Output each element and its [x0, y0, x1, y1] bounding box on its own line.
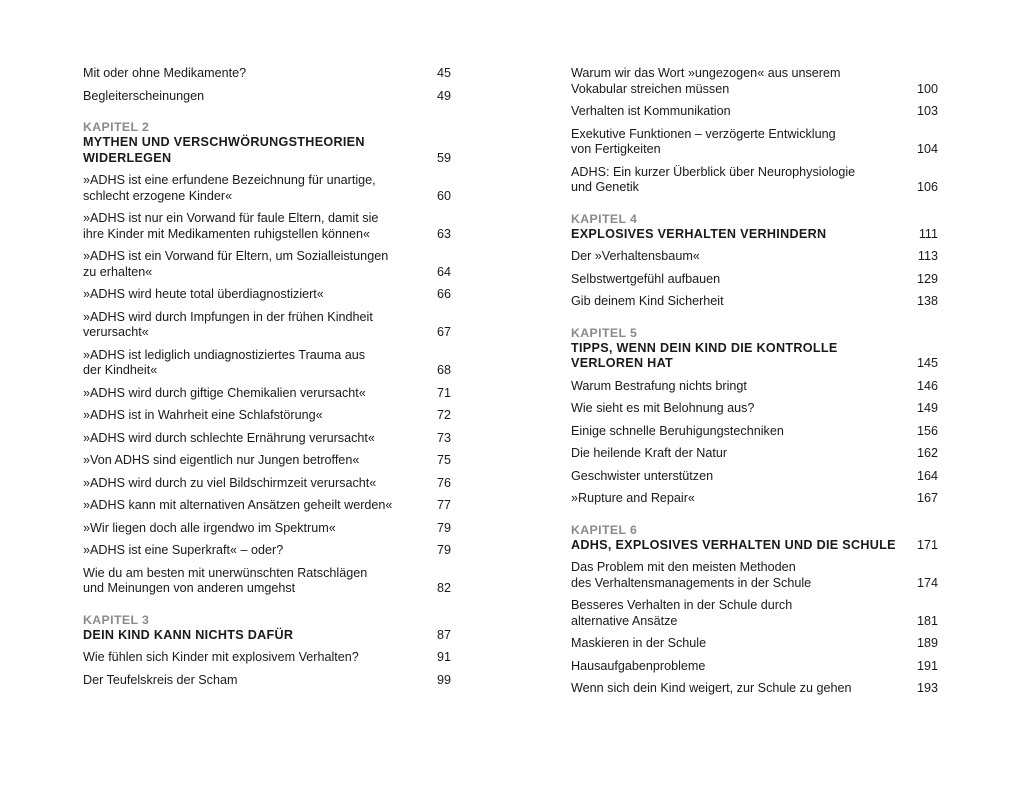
entry-title: »ADHS ist eine Superkraft« – oder?	[83, 543, 284, 557]
entry-title: Wie fühlen sich Kinder mit explosivem Verhalten?	[83, 650, 359, 664]
chapter-title-row	[571, 341, 938, 372]
entry-title: Die heilende Kraft der Natur	[571, 446, 728, 460]
entry-title: »ADHS wird durch Impfungen in der frühen Kindheit verursacht«	[83, 309, 373, 339]
entry-title: »ADHS wird heute total überdiagnostiziert«	[83, 287, 324, 301]
page-number: 75	[436, 453, 451, 467]
chapter-heading	[83, 613, 451, 644]
chapter-heading	[571, 326, 938, 372]
page-number: 103	[916, 104, 938, 118]
page-number: 77	[436, 498, 451, 512]
entry-title: Selbstwertgefühl aufbauen	[571, 271, 721, 286]
chapter-heading	[571, 523, 938, 554]
toc-entry	[571, 249, 938, 265]
toc-entry	[571, 560, 938, 591]
page-number: 79	[436, 520, 451, 535]
entry-title: »ADHS ist eine erfundene Bezeichnung für unartige, schlecht erzogene Kinder«	[83, 173, 376, 203]
chapter-label: KAPITEL 5	[571, 325, 638, 340]
entry-title: »ADHS ist lediglich undiagnostiziertes Trauma aus der Kindheit«	[83, 347, 366, 377]
entry-title: »ADHS ist ein Vorwand für Eltern, um Sozialleistungen zu erhalten«	[83, 249, 389, 279]
entry-title: »ADHS wird durch giftige Chemikalien verursacht«	[83, 385, 366, 400]
chapter-title: ADHS, EXPLOSIVES VERHALTEN UND DIE SCHULE	[571, 537, 896, 552]
toc-right-column	[571, 66, 938, 704]
entry-title: ADHS: Ein kurzer Überblick über Neurophysiologie und Genetik	[571, 164, 856, 194]
toc-entry	[571, 66, 938, 97]
page-number: 174	[916, 575, 938, 590]
entry-title: Warum Bestrafung nichts bringt	[571, 378, 747, 393]
chapter-title-row	[571, 538, 938, 554]
page-number: 191	[916, 658, 938, 673]
toc-entry	[571, 272, 938, 288]
chapter-title-row	[571, 227, 938, 243]
entry-title: Einige schnelle Beruhigungstechniken	[571, 423, 784, 438]
entry-title: Begleiterscheinungen	[83, 88, 205, 103]
toc-entry	[83, 173, 451, 204]
page-number: 73	[436, 430, 451, 445]
page-number: 87	[436, 627, 451, 642]
page-number: 156	[916, 423, 938, 438]
entry-title: »ADHS wird durch schlechte Ernährung verursacht«	[83, 430, 375, 445]
toc-entry	[83, 287, 451, 303]
page-number: 59	[436, 150, 451, 165]
page-number: 76	[436, 475, 451, 490]
page-number: 106	[916, 180, 938, 194]
chapter-label: KAPITEL 4	[571, 211, 638, 226]
toc-entry	[83, 408, 451, 424]
toc-entry	[83, 566, 451, 597]
toc-entry	[571, 469, 938, 485]
entry-title: Mit oder ohne Medikamente?	[83, 66, 247, 80]
entry-title: Verhalten ist Kommunikation	[571, 104, 731, 118]
entry-title: Maskieren in der Schule	[571, 636, 707, 650]
toc-entry	[83, 211, 451, 242]
chapter-heading	[83, 120, 451, 166]
entry-title: Exekutive Funktionen – verzögerte Entwicklung von Fertigkeiten	[571, 126, 836, 156]
toc-entry	[83, 386, 451, 402]
entry-title: »ADHS wird durch zu viel Bildschirmzeit verursacht«	[83, 475, 377, 490]
chapter-title: MYTHEN UND VERSCHWÖRUNGSTHEORIEN WIDERLEGEN	[83, 135, 365, 165]
toc-entry	[571, 659, 938, 675]
entry-title: Der Teufelskreis der Scham	[83, 672, 238, 687]
toc-entry	[571, 681, 938, 697]
chapter-label: KAPITEL 3	[83, 612, 150, 627]
page-number: 138	[916, 294, 938, 308]
entry-title: Geschwister unterstützen	[571, 468, 714, 483]
page-number: 71	[436, 385, 451, 400]
page-number: 113	[917, 249, 938, 263]
page-number: 111	[918, 226, 938, 241]
toc-entry	[571, 401, 938, 417]
toc-entry	[83, 673, 451, 689]
page-number: 162	[916, 446, 938, 460]
entry-title: Wie du am besten mit unerwünschten Ratschlägen und Meinungen von anderen umgehst	[83, 565, 368, 595]
toc-entry	[83, 431, 451, 447]
toc-entry	[571, 598, 938, 629]
toc-entry	[83, 310, 451, 341]
entry-title: »ADHS kann mit alternativen Ansätzen geheilt werden«	[83, 498, 393, 512]
chapter-label: KAPITEL 6	[571, 522, 638, 537]
toc-entry	[83, 543, 451, 559]
entry-title: Besseres Verhalten in der Schule durch alternative Ansätze	[571, 598, 793, 628]
page-number: 181	[916, 613, 938, 628]
entry-title: Der »Verhaltensbaum«	[571, 249, 700, 263]
toc-entry	[83, 66, 451, 82]
toc-entry	[83, 521, 451, 537]
toc-entry	[83, 348, 451, 379]
page-number: 129	[916, 271, 938, 286]
page-number: 145	[916, 356, 938, 370]
toc-entry	[571, 636, 938, 652]
page-number: 45	[436, 66, 451, 80]
entry-title: Hausaufgabenprobleme	[571, 658, 706, 673]
entry-title: Wenn sich dein Kind weigert, zur Schule zu gehen	[571, 681, 852, 695]
chapter-title: EXPLOSIVES VERHALTEN VERHINDERN	[571, 226, 827, 241]
chapter-title: DEIN KIND KANN NICHTS DAFÜR	[83, 627, 294, 642]
toc-entry	[571, 424, 938, 440]
page-number: 149	[916, 401, 938, 415]
entry-title: Wie sieht es mit Belohnung aus?	[571, 401, 755, 415]
entry-title: Gib deinem Kind Sicherheit	[571, 294, 724, 308]
page-number: 100	[916, 81, 938, 96]
entry-title: Das Problem mit den meisten Methoden des Verhaltensmanagements in der Schule	[571, 560, 812, 590]
page-number: 167	[916, 491, 938, 505]
page-number: 68	[436, 363, 451, 377]
page-number: 146	[916, 378, 938, 393]
toc-entry	[83, 249, 451, 280]
page-number: 66	[436, 287, 451, 301]
toc-entry	[571, 379, 938, 395]
page-number: 104	[916, 142, 938, 156]
toc-left-column	[83, 66, 451, 695]
page-number: 82	[436, 581, 451, 595]
page-number: 99	[436, 672, 451, 687]
page-number: 72	[436, 408, 451, 422]
toc-entry	[571, 446, 938, 462]
toc-entry	[83, 476, 451, 492]
page-number: 189	[916, 636, 938, 650]
entry-title: »Rupture and Repair«	[571, 491, 695, 505]
page-number: 91	[436, 650, 451, 664]
toc-entry	[571, 165, 938, 196]
toc-entry	[83, 650, 451, 666]
page-number: 63	[436, 226, 451, 241]
entry-title: Warum wir das Wort »ungezogen« aus unserem Vokabular streichen müssen	[571, 66, 841, 96]
page-number: 164	[916, 468, 938, 483]
toc-entry	[83, 89, 451, 105]
toc-entry	[571, 491, 938, 507]
page-number: 67	[436, 325, 451, 339]
toc-entry	[571, 104, 938, 120]
chapter-title-row	[83, 628, 451, 644]
page-number: 171	[916, 537, 938, 552]
page-number: 49	[436, 88, 451, 103]
chapter-title: TIPPS, WENN DEIN KIND DIE KONTROLLE VERLOREN HAT	[571, 340, 838, 370]
page-number: 64	[436, 264, 451, 279]
toc-entry	[83, 453, 451, 469]
chapter-heading	[571, 212, 938, 243]
entry-title: »Wir liegen doch alle irgendwo im Spektrum«	[83, 520, 336, 535]
entry-title: »ADHS ist in Wahrheit eine Schlafstörung«	[83, 408, 323, 422]
toc-entry	[571, 127, 938, 158]
chapter-label: KAPITEL 2	[83, 120, 150, 134]
toc-entry	[83, 498, 451, 514]
page-number: 60	[436, 188, 451, 203]
page-number: 193	[916, 681, 938, 695]
toc-entry	[571, 294, 938, 310]
entry-title: »ADHS ist nur ein Vorwand für faule Eltern, damit sie ihre Kinder mit Medikamenten ruhigstellen können«	[83, 211, 379, 241]
chapter-title-row	[83, 135, 451, 166]
page-number: 79	[436, 543, 451, 557]
entry-title: »Von ADHS sind eigentlich nur Jungen betroffen«	[83, 453, 360, 467]
